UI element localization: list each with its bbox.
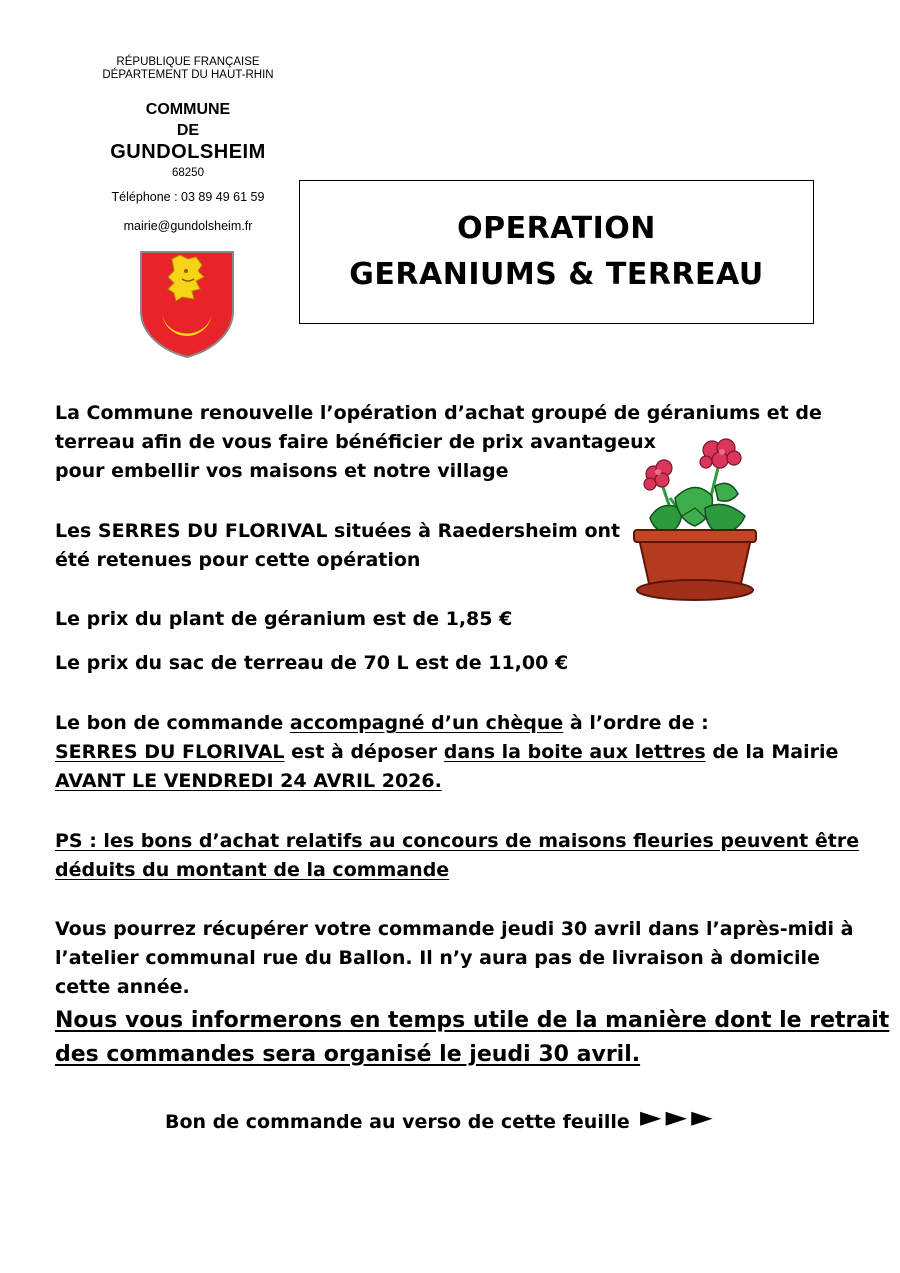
order-text: Le bon de commande	[55, 712, 290, 734]
payee-name: SERRES DU FLORIVAL	[55, 741, 285, 763]
commune-de-label: DE	[176, 122, 200, 139]
order-deadline: AVANT LE VENDREDI 24 AVRIL 2026.	[55, 770, 442, 792]
pickup-line-3: cette année.	[55, 976, 190, 998]
phone-number: Téléphone : 03 89 49 61 59	[111, 190, 265, 204]
supplier-line-1: Les SERRES DU FLORIVAL situées à Raedersheim ont	[55, 520, 621, 542]
supplier-line-2: été retenues pour cette opération	[55, 549, 421, 571]
pickup-line-1: Vous pourrez récupérer votre commande jeudi 30 avril dans l’après-midi à	[55, 918, 854, 940]
title-line-1: OPERATION	[457, 211, 656, 246]
order-text: à l’ordre de :	[563, 712, 709, 734]
notice-line-1: Nous vous informerons en temps utile de la manière dont le retrait	[55, 1008, 890, 1033]
ps-line-2: déduits du montant de la commande	[55, 859, 450, 881]
postal-code: 68250	[172, 167, 204, 179]
order-line-1	[55, 708, 709, 738]
title-box	[299, 180, 814, 324]
order-text: est à déposer	[284, 741, 444, 763]
intro-line-3: pour embellir vos maisons et notre village	[55, 460, 509, 482]
drop-location: dans la boite aux lettres	[443, 741, 706, 763]
department-label: DÉPARTEMENT DU HAUT-RHIN	[102, 69, 274, 81]
town-name: GUNDOLSHEIM	[110, 141, 266, 163]
order-text: de la Mairie	[705, 741, 839, 763]
ps-line-1: PS : les bons d’achat relatifs au concours de maisons fleuries peuvent être	[55, 830, 860, 852]
footer-text: Bon de commande au verso de cette feuille	[165, 1111, 630, 1133]
intro-line-2: terreau afin de vous faire bénéficier de prix avantageux	[55, 431, 656, 453]
arrow-right-icon: ►►►	[640, 1100, 717, 1133]
order-line-2	[55, 737, 838, 767]
intro-line-1: La Commune renouvelle l’opération d’achat groupé de géraniums et de	[55, 402, 822, 424]
email-address[interactable]: mairie@gundolsheim.fr	[123, 219, 253, 233]
pickup-line-2: l’atelier communal rue du Ballon. Il n’y aura pas de livraison à domicile	[55, 947, 820, 969]
terreau-price: Le prix du sac de terreau de 70 L est de 11,00 €	[55, 652, 569, 674]
notice-line-2: des commandes sera organisé le jeudi 30 avril.	[55, 1042, 641, 1067]
title-line-2: GERANIUMS & TERREAU	[349, 257, 764, 292]
republic-label: RÉPUBLIQUE FRANÇAISE	[116, 56, 260, 68]
geranium-pot-icon	[630, 438, 758, 606]
commune-label: COMMUNE	[145, 101, 231, 118]
geranium-price: Le prix du plant de géranium est de 1,85 €	[55, 608, 513, 630]
cheque-requirement: accompagné d’un chèque	[289, 712, 564, 734]
coat-of-arms-icon	[138, 249, 236, 359]
